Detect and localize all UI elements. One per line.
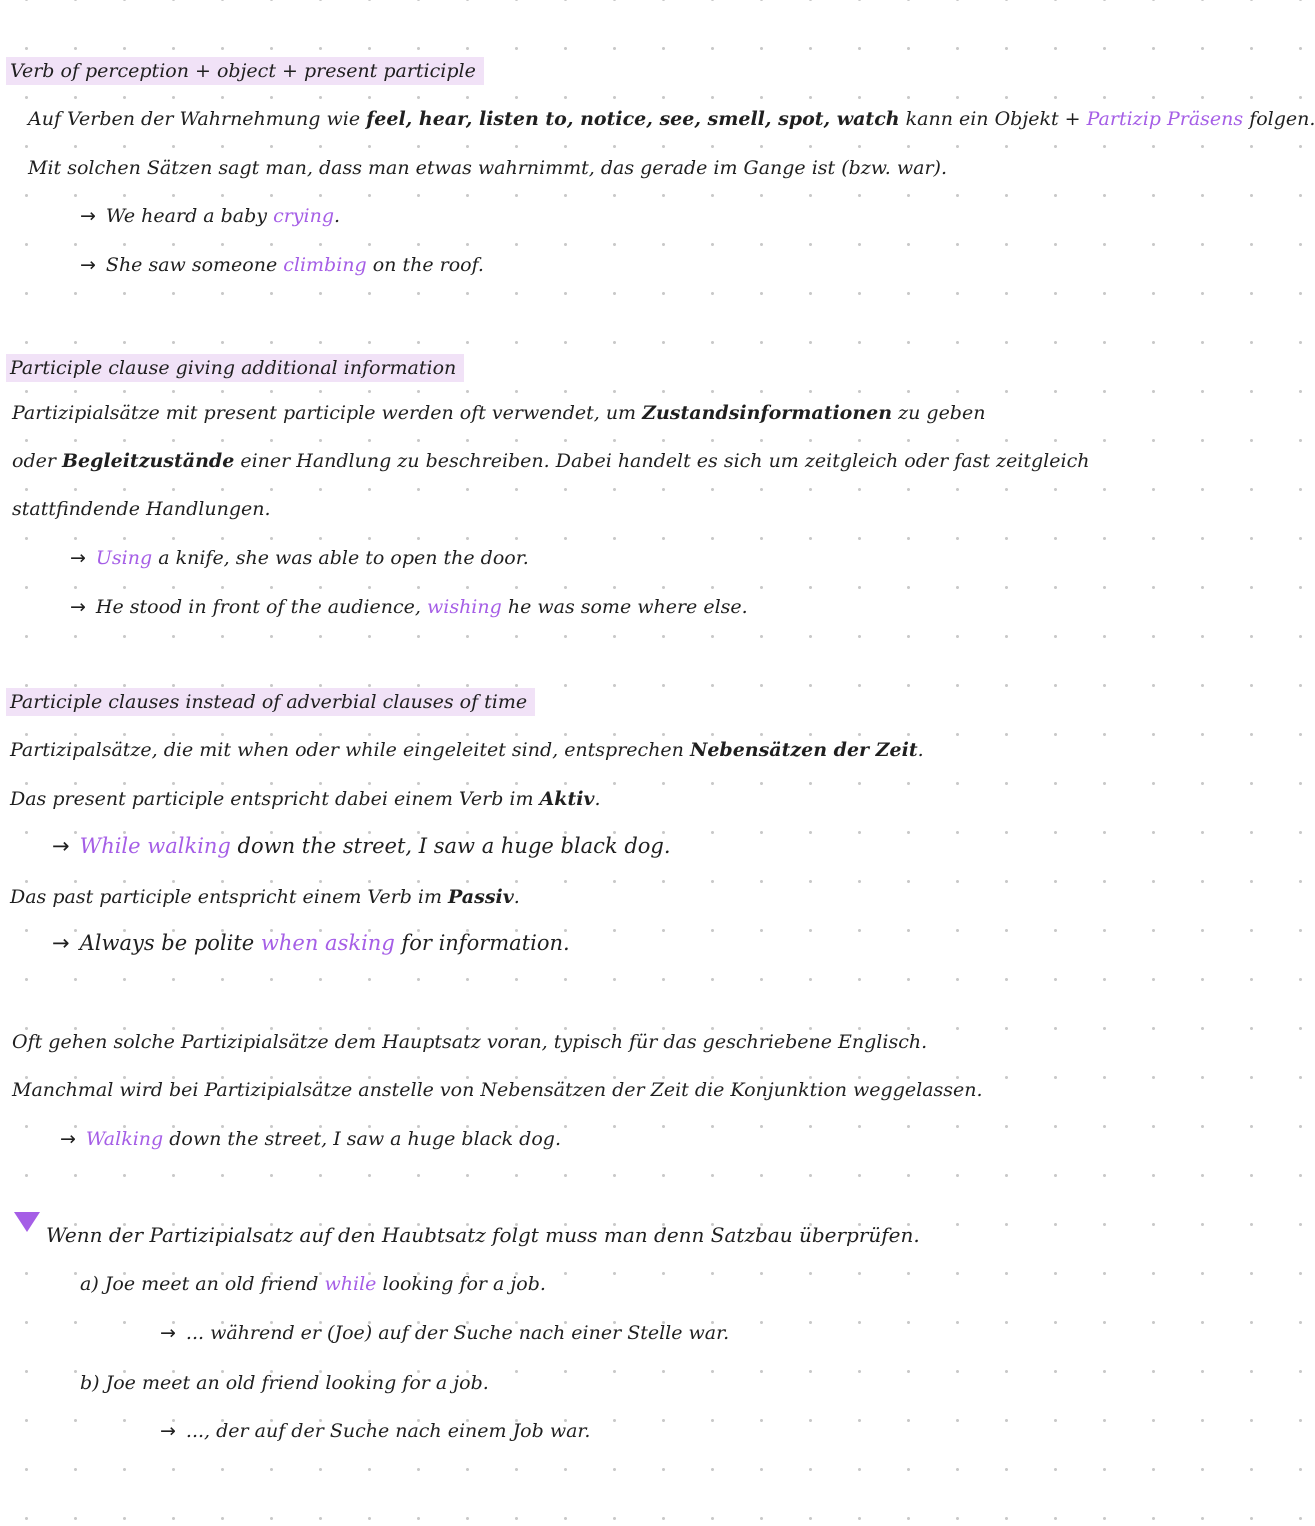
text-line: Auf Verben der Wahrnehmung wie feel, hear, listen to, notice, see, smell, spot, watch kann ein Objekt + Partizip Präsens folgen. xyxy=(28,108,1315,130)
example-line: → Always be polite when asking for information. xyxy=(52,931,570,955)
arrow-icon: → xyxy=(80,254,96,276)
text-line: Das past participle entspricht einem Verb im Passiv. xyxy=(10,886,520,908)
arrow-icon: → xyxy=(70,547,86,569)
translation-line-a: → ... während er (Joe) auf der Suche nach einer Stelle war. xyxy=(160,1322,730,1344)
example-line: → Walking down the street, I saw a huge black dog. xyxy=(60,1128,561,1150)
example-line-a: a) Joe meet an old friend while looking for a job. xyxy=(80,1273,546,1295)
text-line: Manchmal wird bei Partizipialsätze anstelle von Nebensätzen der Zeit die Konjunktion weggelassen. xyxy=(12,1079,983,1101)
arrow-icon: → xyxy=(160,1420,176,1442)
triangle-marker-icon xyxy=(14,1212,40,1232)
example-line: → Using a knife, she was able to open the door. xyxy=(70,547,529,569)
section-heading-perception: Verb of perception + object + present participle xyxy=(6,57,484,85)
arrow-icon: → xyxy=(52,931,70,955)
text-line: Wenn der Partizipialsatz auf den Haubtsatz folgt muss man denn Satzbau überprüfen. xyxy=(46,1223,920,1247)
arrow-icon: → xyxy=(52,834,70,858)
section-heading-adverbial-clauses: Participle clauses instead of adverbial clauses of time xyxy=(6,688,535,716)
example-line: → She saw someone climbing on the roof. xyxy=(80,254,484,276)
text-line: Mit solchen Sätzen sagt man, dass man etwas wahrnimmt, das gerade im Gange ist (bzw. war). xyxy=(28,157,948,179)
section-heading-additional-information: Participle clause giving additional information xyxy=(6,354,464,382)
arrow-icon: → xyxy=(60,1128,76,1150)
text-line: Partizipialsätze mit present participle werden oft verwendet, um Zustandsinformationen zu geben xyxy=(12,402,986,424)
example-line: → We heard a baby crying. xyxy=(80,205,341,227)
arrow-icon: → xyxy=(80,205,96,227)
text-line: Oft gehen solche Partizipialsätze dem Hauptsatz voran, typisch für das geschriebene Englisch. xyxy=(12,1031,928,1053)
arrow-icon: → xyxy=(70,596,86,618)
arrow-icon: → xyxy=(160,1322,176,1344)
text-line: oder Begleitzustände einer Handlung zu beschreiben. Dabei handelt es sich um zeitgleich oder fast zeitgleich xyxy=(12,450,1090,472)
text-line: stattfindende Handlungen. xyxy=(12,498,271,520)
text-line: Partizipalsätze, die mit when oder while eingeleitet sind, entsprechen Nebensätzen der Zeit. xyxy=(10,739,924,761)
example-line-b: b) Joe meet an old friend looking for a job. xyxy=(80,1372,489,1394)
example-line: → While walking down the street, I saw a huge black dog. xyxy=(52,834,671,858)
example-line: → He stood in front of the audience, wishing he was some where else. xyxy=(70,596,748,618)
translation-line-b: → ..., der auf der Suche nach einem Job war. xyxy=(160,1420,591,1442)
text-line: Das present participle entspricht dabei einem Verb im Aktiv. xyxy=(10,788,601,810)
